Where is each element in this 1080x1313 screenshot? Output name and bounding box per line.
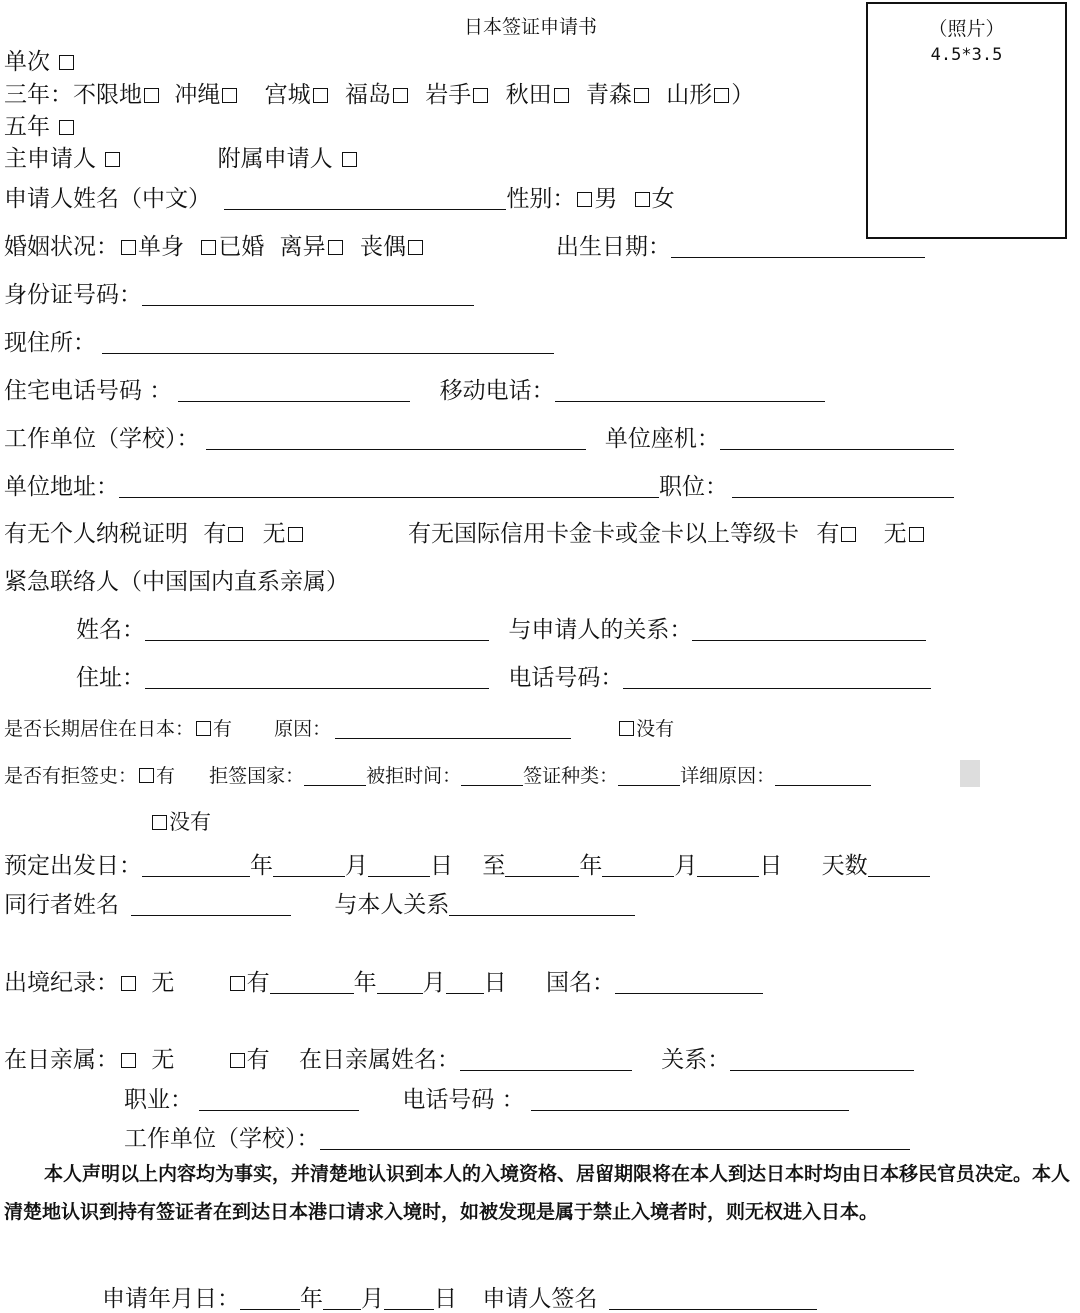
tax-no-checkbox[interactable] (288, 527, 303, 542)
emergency-address-label: 住址： (76, 665, 145, 691)
region-akita-checkbox[interactable] (554, 88, 569, 103)
divorced-checkbox[interactable] (328, 240, 343, 255)
dependent-applicant-checkbox[interactable] (342, 152, 357, 167)
home-phone-label: 住宅电话号码 ： (4, 378, 173, 404)
departure-day-field[interactable] (368, 854, 430, 877)
emergency-phone-label: 电话号码： (508, 665, 624, 691)
days-field[interactable] (868, 854, 930, 877)
male-checkbox[interactable] (577, 192, 592, 207)
refusal-row (4, 761, 871, 788)
emergency-address-field[interactable] (145, 666, 489, 689)
birth-field[interactable] (671, 235, 925, 258)
departure-to-label: 至 (482, 853, 506, 879)
relatives-occupation-label: 职业： (124, 1087, 193, 1113)
card-no-label: 无 (883, 521, 907, 547)
emergency-relation-label: 与申请人的关系： (508, 617, 693, 643)
exit-country-field[interactable] (615, 971, 763, 994)
long-stay-no-label: 没有 (636, 718, 675, 740)
relatives-relation-field[interactable] (730, 1048, 914, 1071)
visa-single-row (4, 43, 76, 76)
relatives-yes-label: 有 (246, 1047, 270, 1073)
refusal-yes-checkbox[interactable] (139, 768, 154, 783)
widowed-label: 丧偶 (359, 234, 406, 260)
signature-day-field[interactable] (384, 1287, 434, 1310)
exit-record-label: 出境纪录： (4, 970, 119, 996)
relatives-no-checkbox[interactable] (121, 1053, 136, 1068)
exit-yes-checkbox[interactable] (230, 976, 245, 991)
refusal-time-field[interactable] (461, 763, 523, 786)
visa-five-year-row (4, 108, 76, 141)
departure-month-field[interactable] (273, 854, 345, 877)
address-row (4, 324, 554, 357)
close-paren: ） (731, 82, 755, 108)
relatives-name-label: 在日亲属姓名： (298, 1047, 460, 1073)
signature-day-label: 日 (434, 1286, 457, 1312)
photo-size: 4.5*3.5 (930, 45, 1003, 65)
region-yamagata-label: 山形 (666, 82, 713, 108)
relatives-work-label: 工作单位（学校）： (124, 1126, 320, 1152)
signature-field[interactable] (609, 1287, 817, 1310)
visa-five-year-checkbox[interactable] (59, 120, 74, 135)
region-fukushima-checkbox[interactable] (393, 88, 408, 103)
visa-five-year-label: 五年 (4, 114, 50, 140)
emergency-name-field[interactable] (145, 618, 489, 641)
return-month-field[interactable] (602, 854, 674, 877)
card-no-checkbox[interactable] (909, 527, 924, 542)
return-month-label: 月 (674, 853, 698, 879)
form-title: 日本签证申请书 (464, 16, 598, 38)
departure-month-label: 月 (345, 853, 368, 879)
departure-row (4, 847, 930, 880)
relatives-label: 在日亲属： (4, 1047, 119, 1073)
grey-mark (960, 760, 980, 787)
region-fukushima-label: 福岛 (344, 82, 391, 108)
id-label: 身份证号码： (4, 282, 142, 308)
exit-no-label: 无 (151, 970, 175, 996)
position-label: 职位： (659, 474, 728, 500)
address-field[interactable] (102, 331, 554, 354)
exit-month-field[interactable] (377, 971, 423, 994)
exit-record-row (4, 964, 763, 997)
card-yes-label: 有 (816, 521, 840, 547)
relatives-yes-checkbox[interactable] (230, 1053, 245, 1068)
photo-label: （照片） (928, 18, 1005, 40)
relatives-name-field[interactable] (460, 1048, 632, 1071)
departure-label: 预定出发日： (4, 853, 142, 879)
divorced-label: 离异 (279, 234, 326, 260)
mobile-phone-field[interactable] (555, 379, 825, 402)
exit-day-label: 日 (483, 970, 507, 996)
female-label: 女 (651, 186, 675, 212)
work-phone-label: 单位座机： (604, 426, 720, 452)
exit-year-label: 年 (353, 970, 377, 996)
emergency-name-row (76, 611, 926, 644)
region-akita-label: 秋田 (505, 82, 552, 108)
work-row (4, 420, 954, 453)
refusal-country-field[interactable] (304, 763, 366, 786)
tax-label: 有无个人纳税证明 (4, 521, 188, 547)
tax-row (4, 515, 305, 548)
main-applicant-label: 主申请人 (4, 146, 96, 172)
visa-three-year-checkbox[interactable] (144, 88, 159, 103)
exit-day-field[interactable] (446, 971, 484, 994)
work-label: 工作单位（学校）： (4, 426, 200, 452)
departure-year-field[interactable] (142, 854, 250, 877)
return-day-field[interactable] (697, 854, 759, 877)
card-row (408, 515, 926, 548)
position-field[interactable] (732, 475, 954, 498)
refusal-detail-label: 详细原因： (680, 765, 776, 787)
relatives-work-field[interactable] (320, 1127, 910, 1150)
relatives-relation-label: 关系： (661, 1047, 731, 1073)
refusal-no-row (150, 806, 211, 836)
return-year-field[interactable] (505, 854, 579, 877)
marital-label: 婚姻状况： (4, 234, 119, 260)
tax-yes-checkbox[interactable] (228, 527, 243, 542)
return-year-label: 年 (579, 853, 603, 879)
work-address-label: 单位地址： (4, 474, 119, 500)
emergency-name-label: 姓名： (76, 617, 145, 643)
region-iwate-checkbox[interactable] (473, 88, 488, 103)
companion-label: 同行者姓名 (4, 892, 119, 918)
tax-no-label: 无 (262, 521, 286, 547)
declaration-text: 本人声明以上内容均为事实，并清楚地认识到本人的入境资格、居留期限将在本人到达日本时均由日本移民官员决定。本人清楚地认识到持有签证者在到达日本港口请求入境时，如被发现是属于禁止入境者时，则无权进入日本。 (4, 1163, 1071, 1223)
exit-no-checkbox[interactable] (121, 976, 136, 991)
single-label: 单身 (138, 234, 184, 260)
refusal-country-label: 拒签国家： (209, 765, 305, 787)
visa-three-year-label: 三年：不限地 (4, 82, 142, 108)
id-row (4, 276, 474, 309)
male-label: 男 (594, 186, 618, 212)
exit-country-label: 国名： (545, 970, 615, 996)
refusal-label: 是否有拒签史： (4, 765, 138, 787)
refusal-visa-kind-field[interactable] (618, 763, 680, 786)
applicant-role-row (4, 140, 359, 173)
emergency-heading: 紧急联络人（中国国内直系亲属） (4, 569, 349, 595)
signature-year-label: 年 (300, 1286, 323, 1312)
days-label: 天数 (821, 853, 868, 879)
mobile-phone-label: 移动电话： (439, 378, 555, 404)
name-row (4, 180, 675, 213)
phones-row (4, 372, 825, 405)
signature-sign-label: 申请人签名 (482, 1286, 598, 1312)
relatives-occupation-field[interactable] (199, 1088, 359, 1111)
visa-single-label: 单次 (4, 49, 50, 75)
refusal-no-label: 没有 (169, 810, 211, 834)
companion-row (4, 886, 635, 919)
emergency-phone-field[interactable] (623, 666, 931, 689)
refusal-detail-field[interactable] (775, 763, 871, 786)
long-stay-no-checkbox[interactable] (619, 721, 634, 736)
relatives-phone-label: 电话号码 ： (402, 1087, 525, 1113)
region-okinawa-label: 冲绳 (174, 82, 221, 108)
long-stay-label: 是否长期居住在日本： (4, 718, 195, 740)
visa-single-checkbox[interactable] (59, 55, 74, 70)
main-applicant-checkbox[interactable] (105, 152, 120, 167)
work-address-row (4, 468, 954, 501)
emergency-relation-field[interactable] (692, 618, 926, 641)
companion-relation-label: 与本人关系 (334, 892, 450, 918)
long-stay-reason-label: 原因： (274, 718, 332, 740)
region-aomori-label: 青森 (585, 82, 632, 108)
address-label: 现住所： (4, 330, 96, 356)
photo-box[interactable] (866, 2, 1067, 239)
card-yes-checkbox[interactable] (841, 527, 856, 542)
relatives-row (4, 1041, 914, 1074)
birth-label: 出生日期： (556, 234, 671, 260)
departure-day-label: 日 (430, 853, 453, 879)
signature-month-label: 月 (361, 1286, 384, 1312)
relatives-occupation-row (124, 1081, 849, 1114)
signature-year-field[interactable] (240, 1287, 300, 1310)
emergency-address-row (76, 659, 931, 692)
birth-row (556, 228, 925, 261)
exit-month-label: 月 (422, 970, 446, 996)
dependent-applicant-label: 附属申请人 (217, 146, 333, 172)
signature-date-label: 申请年月日： (102, 1286, 240, 1312)
name-cn-label: 申请人姓名（中文） (4, 186, 211, 212)
region-aomori-checkbox[interactable] (634, 88, 649, 103)
name-cn-field[interactable] (224, 187, 506, 210)
refusal-time-label: 被拒时间： (366, 765, 462, 787)
long-stay-yes-checkbox[interactable] (196, 721, 211, 736)
refusal-yes-label: 有 (156, 765, 176, 787)
female-checkbox[interactable] (635, 192, 650, 207)
region-yamagata-checkbox[interactable] (714, 88, 729, 103)
married-checkbox[interactable] (201, 240, 216, 255)
exit-yes-label: 有 (246, 970, 270, 996)
long-stay-yes-label: 有 (213, 718, 233, 740)
single-checkbox[interactable] (121, 240, 136, 255)
work-field[interactable] (206, 427, 586, 450)
card-label: 有无国际信用卡金卡或金卡以上等级卡 (408, 521, 799, 547)
departure-year-label: 年 (250, 853, 273, 879)
refusal-visa-kind-label: 签证种类： (523, 765, 619, 787)
region-miyagi-label: 宫城 (264, 82, 311, 108)
work-address-field[interactable] (119, 475, 659, 498)
id-field[interactable] (142, 283, 474, 306)
region-miyagi-checkbox[interactable] (313, 88, 328, 103)
gender-label: 性别： (506, 186, 576, 212)
relatives-work-row (124, 1120, 910, 1153)
work-phone-field[interactable] (720, 427, 954, 450)
widowed-checkbox[interactable] (408, 240, 423, 255)
relatives-no-label: 无 (151, 1047, 175, 1073)
signature-row (102, 1280, 817, 1313)
visa-three-year-row (4, 76, 754, 109)
region-okinawa-checkbox[interactable] (222, 88, 237, 103)
long-stay-row (4, 714, 674, 741)
companion-relation-field[interactable] (449, 893, 635, 916)
region-iwate-label: 岩手 (425, 82, 472, 108)
refusal-no-checkbox[interactable] (152, 815, 167, 830)
home-phone-field[interactable] (178, 379, 410, 402)
relatives-phone-field[interactable] (531, 1088, 849, 1111)
married-label: 已婚 (218, 234, 265, 260)
long-stay-reason-field[interactable] (335, 716, 571, 739)
companion-name-field[interactable] (131, 893, 291, 916)
return-day-label: 日 (759, 853, 783, 879)
exit-year-field[interactable] (270, 971, 354, 994)
signature-month-field[interactable] (323, 1287, 361, 1310)
tax-yes-label: 有 (203, 521, 227, 547)
marital-row (4, 228, 425, 261)
